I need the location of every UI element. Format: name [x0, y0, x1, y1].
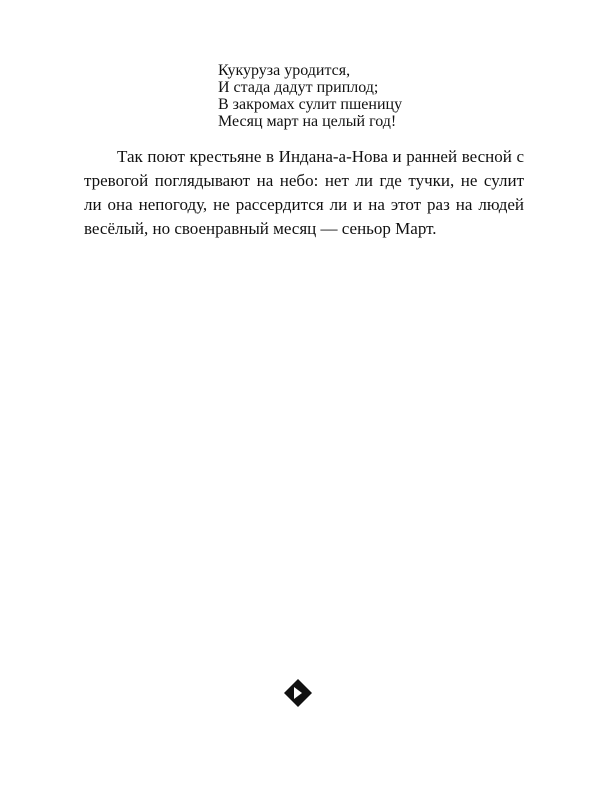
- diamond-ornament-icon: [282, 677, 314, 709]
- poem-line: И стада дадут приплод;: [218, 79, 379, 96]
- poem-line: Месяц март на целый год!: [218, 113, 397, 130]
- poem-line: В закромах сулит пшеницу: [218, 96, 403, 113]
- poem-line: Кукуруза уродится,: [218, 62, 351, 79]
- body-paragraph: Так поют крестьяне в Индана-а-Нова и ранней весной с тревогой поглядывают на небо: нет ли где тучки, не сулит ли она непогоду, не рассердится ли и на этот раз на людей весёлый, но своенравный месяц — сеньор Март.: [84, 147, 524, 238]
- poem-stanza: [218, 62, 438, 130]
